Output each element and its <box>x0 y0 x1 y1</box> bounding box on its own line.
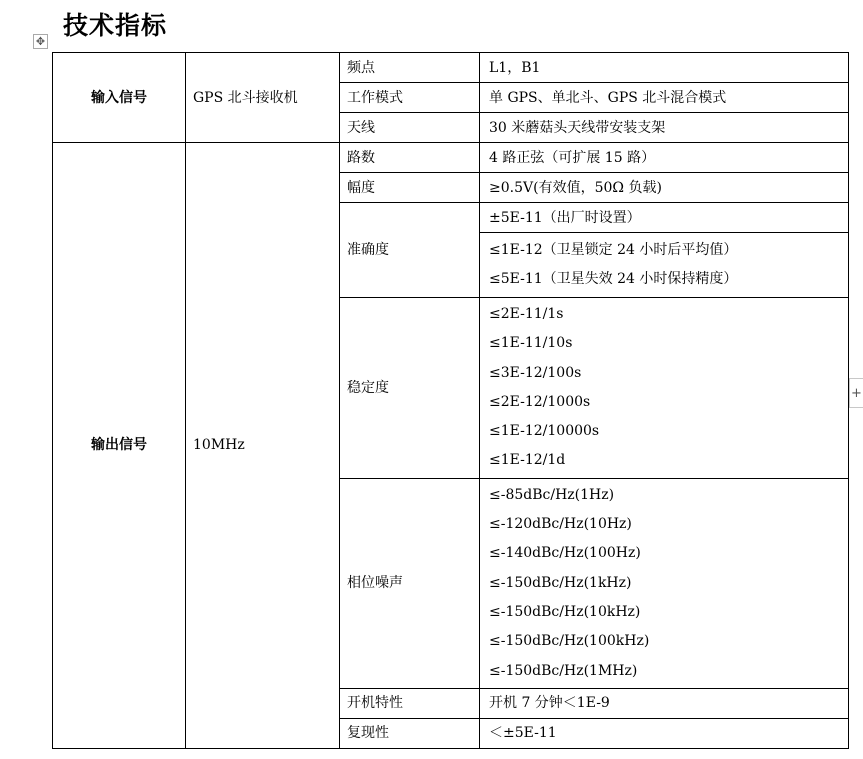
add-column-icon[interactable]: + <box>849 378 863 408</box>
input-signal-label: 输入信号 <box>53 53 186 143</box>
value-cell <box>480 298 849 479</box>
value-cell: 单 GPS、单北斗、GPS 北斗混合模式 <box>480 83 849 113</box>
input-source: GPS 北斗接收机 <box>186 53 340 143</box>
page-title: 技术指标 <box>63 11 168 40</box>
value-line: ≤1E-12（卫星锁定 24 小时后平均值） <box>489 241 738 258</box>
param-cell: 工作模式 <box>340 83 480 113</box>
value-line: ≤3E-12/100s <box>489 364 582 381</box>
value-line: ≤1E-12/1d <box>489 452 566 469</box>
value-cell: 30 米蘑菇头天线带安装支架 <box>480 113 849 143</box>
value-line: ≤-150dBc/Hz(1MHz) <box>489 662 638 679</box>
value-cell <box>480 233 849 298</box>
value-cell: ＜±5E-11 <box>480 718 849 748</box>
param-cell: 路数 <box>340 143 480 173</box>
value-cell: L1，B1 <box>480 53 849 83</box>
param-cell: 幅度 <box>340 173 480 203</box>
value-line: ≤-150dBc/Hz(100kHz) <box>489 633 650 650</box>
param-cell: 稳定度 <box>340 298 480 479</box>
output-signal-label: 输出信号 <box>53 143 186 749</box>
value-cell: 4 路正弦（可扩展 15 路） <box>480 143 849 173</box>
param-cell: 准确度 <box>340 203 480 298</box>
value-line: ≤-150dBc/Hz(1kHz) <box>489 574 632 591</box>
value-cell: ≥0.5V(有效值，50Ω 负载) <box>480 173 849 203</box>
value-cell: 开机 7 分钟＜1E-9 <box>480 688 849 718</box>
value-line: ≤2E-12/1000s <box>489 393 591 410</box>
value-cell <box>480 478 849 688</box>
table-row <box>53 143 849 173</box>
table-move-handle-icon[interactable]: ✥ <box>33 34 48 49</box>
param-cell: 相位噪声 <box>340 478 480 688</box>
param-cell: 频点 <box>340 53 480 83</box>
value-line: ≤2E-11/1s <box>489 306 564 322</box>
table-row <box>53 53 849 83</box>
param-cell: 开机特性 <box>340 688 480 718</box>
param-cell: 天线 <box>340 113 480 143</box>
param-cell: 复现性 <box>340 718 480 748</box>
value-line: ≤-150dBc/Hz(10kHz) <box>489 603 641 620</box>
value-line: ≤-85dBc/Hz(1Hz) <box>489 486 615 503</box>
spec-table <box>52 52 849 749</box>
value-line: ≤-140dBc/Hz(100Hz) <box>489 545 641 562</box>
value-line: ≤1E-11/10s <box>489 335 573 352</box>
value-line: ≤1E-12/10000s <box>489 423 600 440</box>
value-cell: ±5E-11（出厂时设置） <box>480 203 849 233</box>
value-line: ≤5E-11（卫星失效 24 小时保持精度） <box>489 271 738 287</box>
output-freq: 10MHz <box>186 143 340 749</box>
value-line: ≤-120dBc/Hz(10Hz) <box>489 516 632 533</box>
